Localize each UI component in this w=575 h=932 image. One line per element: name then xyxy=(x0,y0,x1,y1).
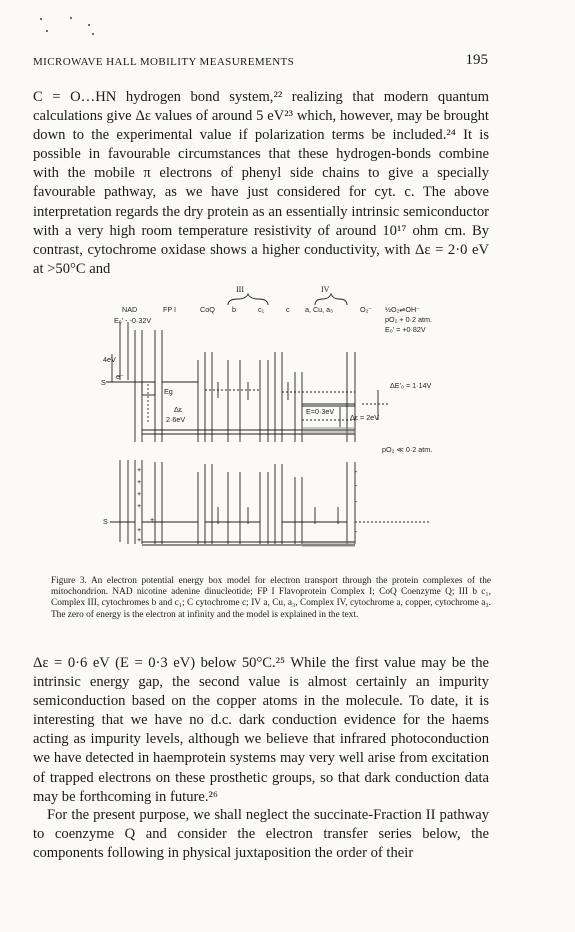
label-nad: NAD xyxy=(122,305,138,314)
label-a-cu-a3: a, Cu, a₃ xyxy=(305,305,334,314)
label-nad-potential: E₀' - -0·32V xyxy=(114,316,152,325)
label-o2-minus: O₂⁻ xyxy=(360,305,373,314)
svg-text:+: + xyxy=(137,501,142,510)
fp-box xyxy=(142,382,155,395)
brace-iv xyxy=(315,294,347,305)
label-o2-potential: E₀' = +0·82V xyxy=(385,325,426,334)
scan-speck xyxy=(70,17,72,19)
scan-speck xyxy=(92,33,94,35)
label-s-top: S xyxy=(101,378,106,387)
svg-text:+: + xyxy=(137,525,142,534)
scan-speck xyxy=(46,30,48,32)
hatched-band xyxy=(302,427,355,435)
page-number: 195 xyxy=(465,52,488,68)
hatched-band xyxy=(302,541,355,547)
running-title: MICROWAVE HALL MOBILITY MEASUREMENTS xyxy=(33,56,295,68)
label-c1: c₁ xyxy=(258,305,265,314)
svg-text:-: - xyxy=(355,481,358,490)
energy-box-diagram xyxy=(100,282,480,572)
label-4ev: 4eV xyxy=(103,355,116,364)
figure-caption: Figure 3. An electron potential energy box model for electron transport through the protein complexes of the mitochondrion. NAD nicotine adenine dinucleotide; FP I Flavoprotein Complex I; CoQ Coenzyme Q; III b c₁, Complex III, cytochromes b and c₁; C cytochrome c; IV a, Cu, a₃, Complex IV, cytochrome a, copper, cytochrome a₃. The zero of energy is the electron at infinity and the model is explained in the text. xyxy=(51,576,491,620)
body-paragraph: C = O…HN hydrogen bond system,²² realizing that modern quantum calculations give Δε values of around 5 eV²³ which, however, may be brought down to the experimental value if polarization terms be included.²⁴ It is possible in favourable circumstances that these hydrogen-bonds combine with the mobile π electrons of phenyl side chains to give a specially favourable pathway, as we have just considered for cyt. c. The above interpretation regards the dry protein as an essentially intrinsic semiconductor with a very high room temperature resistivity of around 10¹⁷ ohm cm. By contrast, cytochrome oxidase shows a higher conductivity, with Δε = 2·0 eV at >50°C and xyxy=(33,89,489,277)
label-s-bottom: S xyxy=(103,517,108,526)
label-fp1: FP I xyxy=(163,305,177,314)
label-po2-bottom: pO₂ ≪ 0·2 atm. xyxy=(382,445,433,454)
svg-text:-: - xyxy=(355,497,358,506)
label-po2-top: pO₂ + 0·2 atm. xyxy=(385,315,432,324)
label-b: b xyxy=(232,305,236,314)
svg-text:+: + xyxy=(137,465,142,474)
plus-column xyxy=(137,465,358,544)
svg-text:-: - xyxy=(355,467,358,476)
svg-text:+: + xyxy=(137,477,142,486)
scan-speck xyxy=(40,18,42,20)
svg-text:-: - xyxy=(355,527,358,536)
label-coq: CoQ xyxy=(200,305,215,314)
svg-text:+: + xyxy=(137,535,142,544)
scan-speck xyxy=(88,24,90,26)
body-paragraph: Δε = 0·6 eV (E = 0·3 eV) below 50°C.²⁵ While the first value may be the intrinsic energy gap, the second value is almost certainly an impurity semiconduction based on the copper atoms in the molecule. To date, it is interesting that we have no d.c. dark conduction evidence for the haems acting as impurity levels, although we believe that infrared photoconduction we have detected in haemprotein systems may very well arise from excitation of trapped electrons on these prosthetic groups, so that dark conduction data may be forthcoming in future.²⁶ xyxy=(33,655,489,805)
label-e-03: E=0·3eV xyxy=(306,407,335,416)
energy-box-figure xyxy=(100,282,480,572)
page-header xyxy=(33,52,488,74)
label-complex-iv: IV xyxy=(321,285,330,294)
label-de-2: Δε = 2eV xyxy=(350,413,379,422)
label-complex-iii: III xyxy=(236,285,244,294)
label-eg: Eg xyxy=(164,387,173,396)
body-paragraph: For the present purpose, we shall neglect the succinate-Fraction II pathway to coenzyme Q and consider the electron transfer series below, the components following in physical juxtaposition the order of their xyxy=(33,807,489,862)
label-delta-e-o2: ΔE'₀ = 1·14V xyxy=(390,381,432,390)
label-half-o2: ½O₂⇌OH⁻ xyxy=(385,305,420,314)
svg-text:+: + xyxy=(137,489,142,498)
brace-iii xyxy=(228,294,268,305)
svg-text:+: + xyxy=(150,515,155,524)
label-c: c xyxy=(286,305,290,314)
label-e-minus: e⁻ xyxy=(116,372,124,381)
label-delta-e: Δε xyxy=(174,405,183,414)
label-gap: 2·6eV xyxy=(166,415,186,424)
